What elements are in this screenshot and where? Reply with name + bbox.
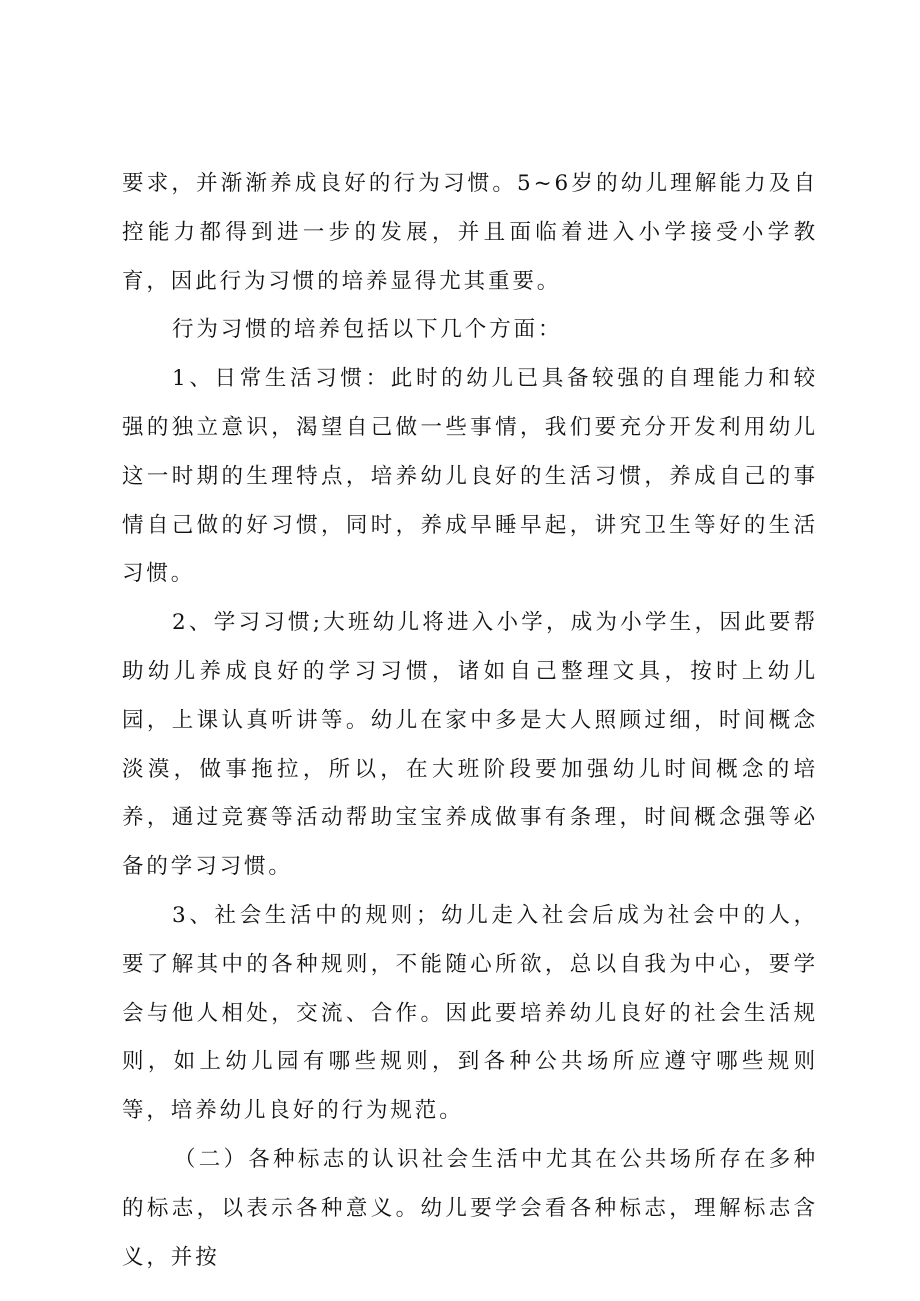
paragraph-continuation: 要求，并渐渐养成良好的行为习惯。5~6岁的幼儿理解能力及自控能力都得到进一步的发展，并且面临着进入小学接受小学教育，因此行为习惯的培养显得尤其重要。 bbox=[122, 171, 818, 294]
paragraph-signs: （二）各种标志的认识社会生活中尤其在公共场所存在多种的标志，以表示各种意义。幼儿要学会看各种标志，理解标志含义，并按 bbox=[122, 1146, 818, 1270]
paragraph-study-habits: 2、学习习惯;大班幼儿将进入小学，成为小学生，因此要帮助幼儿养成良好的学习习惯，诸如自己整理文具，按时上幼儿园，上课认真听讲等。幼儿在家中多是大人照顾过细，时间概念淡漠，做事拖拉，所以，在大班阶段要加强幼儿时间概念的培养，通过竞赛等活动帮助宝宝养成做事有条理，时间概念强等必备的学习习惯。 bbox=[122, 610, 818, 880]
paragraph-social-rules: 3、社会生活中的规则；幼儿走入社会后成为社会中的人，要了解其中的各种规则，不能随心所欲，总以自我为中心，要学会与他人相处，交流、合作。因此要培养幼儿良好的社会生活规则，如上幼儿园有哪些规则，到各种公共场所应遵守哪些规则等，培养幼儿良好的行为规范。 bbox=[122, 902, 818, 1124]
paragraph-daily-habits: 1、日常生活习惯：此时的幼儿已具备较强的自理能力和较强的独立意识，渴望自己做一些事情，我们要充分开发利用幼儿这一时期的生理特点，培养幼儿良好的生活习惯，养成自己的事情自己做的好习惯，同时，养成早睡早起，讲究卫生等好的生活习惯。 bbox=[122, 366, 818, 587]
paragraph-intro: 行为习惯的培养包括以下几个方面： bbox=[172, 317, 563, 343]
document-body bbox=[122, 160, 818, 1282]
